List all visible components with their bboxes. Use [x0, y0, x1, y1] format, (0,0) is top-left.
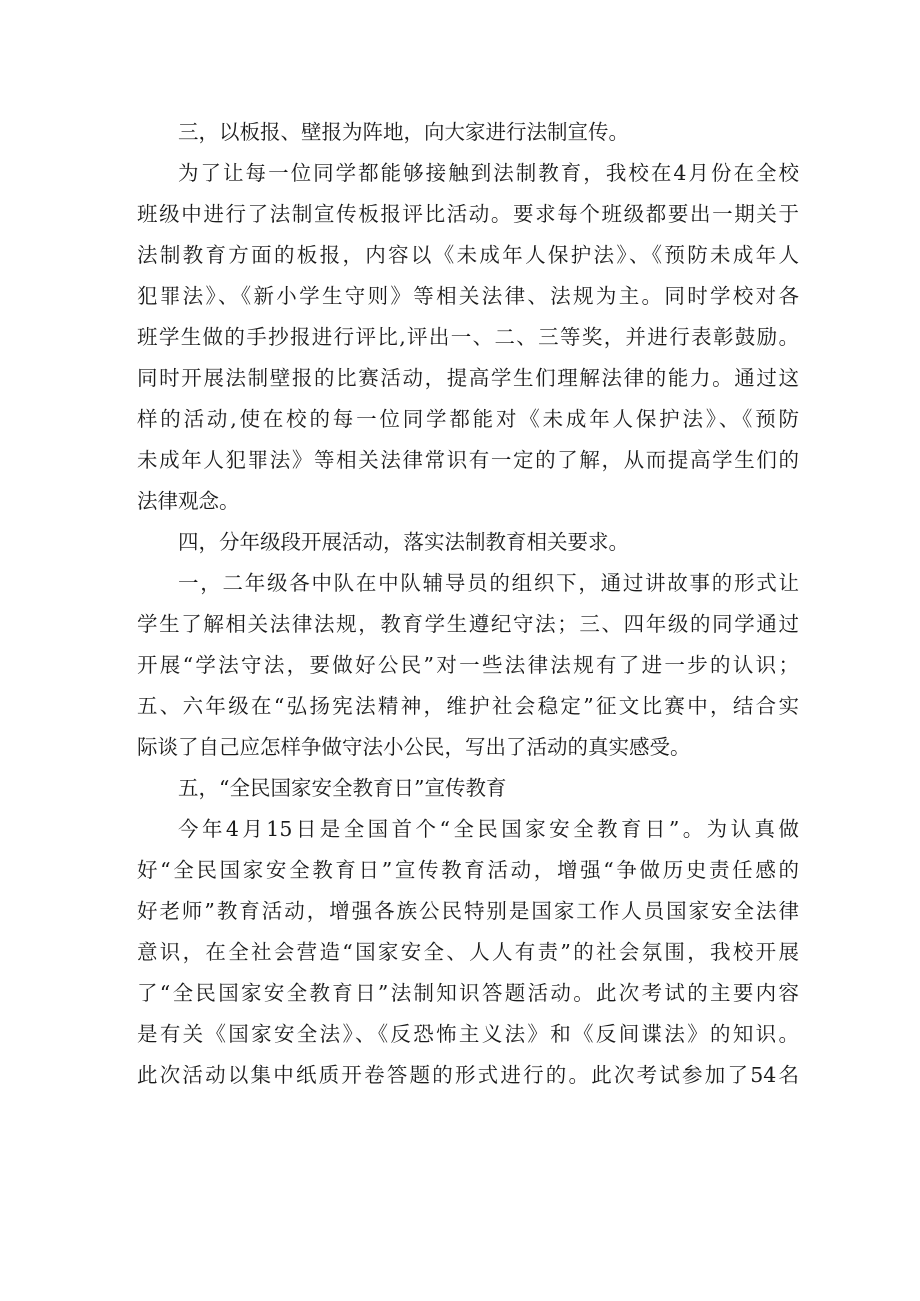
text-line: 为了让每一位同学都能够接触到法制教育，我校在4月份在全校 — [178, 161, 799, 185]
text-line: 班学生做的手抄报进行评比,评出一、二、三等奖，并进行表彰鼓励。 — [137, 325, 799, 349]
text-line: 同时开展法制壁报的比赛活动，提高学生们理解法律的能力。通过这 — [137, 366, 799, 390]
text-line: 犯罪法》、《新小学生守则》等相关法律、法规为主。同时学校对各 — [137, 284, 799, 308]
text-line: 际谈了自己应怎样争做守法小公民，写出了活动的真实感受。 — [137, 735, 691, 759]
text-line: 了“全民国家安全教育日”法制知识答题活动。此次考试的主要内容 — [137, 981, 799, 1005]
text-line: 三，以板报、壁报为阵地，向大家进行法制宣传。 — [178, 120, 629, 144]
text-line: 一，二年级各中队在中队辅导员的组织下，通过讲故事的形式让 — [178, 571, 799, 595]
text-line: 班级中进行了法制宣传板报评比活动。要求每个班级都要出一期关于 — [137, 202, 799, 226]
text-line: 好老师”教育活动，增强各族公民特别是国家工作人员国家安全法律 — [137, 899, 799, 923]
text-line: 此次活动以集中纸质开卷答题的形式进行的。此次考试参加了54名 — [137, 1063, 799, 1087]
text-line: 样的活动,使在校的每一位同学都能对《未成年人保护法》、《预防 — [137, 407, 799, 431]
text-line: 学生了解相关法律法规，教育学生遵纪守法；三、四年级的同学通过 — [137, 612, 799, 636]
text-line: 五，“全民国家安全教育日”宣传教育 — [178, 776, 507, 800]
text-line: 四，分年级段开展活动，落实法制教育相关要求。 — [178, 530, 629, 554]
document-body — [137, 112, 799, 1096]
text-line: 好“全民国家安全教育日”宣传教育活动，增强“争做历史责任感的 — [137, 858, 799, 882]
text-line: 法律观念。 — [137, 489, 240, 513]
text-line: 今年4月15日是全国首个“全民国家安全教育日”。为认真做 — [178, 817, 799, 841]
text-line: 法制教育方面的板报，内容以《未成年人保护法》、《预防未成年人 — [137, 243, 799, 267]
text-line: 五、六年级在“弘扬宪法精神，维护社会稳定”征文比赛中，结合实 — [137, 694, 799, 718]
text-line: 是有关《国家安全法》、《反恐怖主义法》和《反间谍法》的知识。 — [137, 1022, 799, 1046]
text-line: 开展“学法守法，要做好公民”对一些法律法规有了进一步的认识； — [137, 653, 799, 677]
text-line: 未成年人犯罪法》等相关法律常识有一定的了解，从而提高学生们的 — [137, 448, 799, 472]
text-line: 意识，在全社会营造“国家安全、人人有责”的社会氛围，我校开展 — [137, 940, 799, 964]
